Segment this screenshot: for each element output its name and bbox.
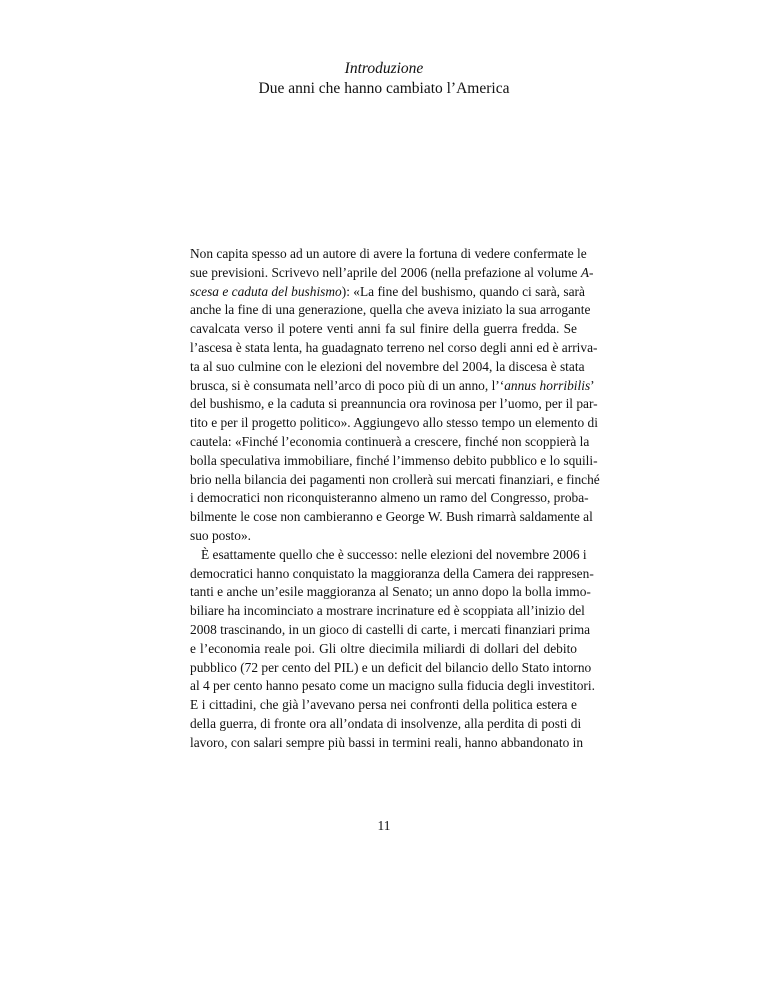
- text-line: È esattamente quello che è successo: nelle elezioni del novembre 2006 i: [201, 546, 587, 562]
- text-line: cautela: «Finché l’economia continuerà a crescere, finché non scoppierà la: [190, 433, 590, 449]
- text-line: tito e per il progetto politico». Aggiungevo allo stesso tempo un elemento di: [190, 415, 598, 431]
- text-line: democratici hanno conquistato la maggioranza della Camera dei rappresen-: [190, 565, 594, 581]
- text-line: l’ascesa è stata lenta, ha guadagnato terreno nel corso degli anni ed è arriva-: [190, 339, 598, 355]
- text-line: tanti e anche un’esile maggioranza al Senato; un anno dopo la bolla immo-: [190, 584, 591, 600]
- text-line: lavoro, con salari sempre più bassi in termini reali, hanno abbandonato in: [190, 734, 584, 750]
- text-line: 2008 trascinando, in un gioco di castelli di carte, i mercati finanziari prima: [190, 621, 591, 637]
- text-line: cavalcata verso il potere venti anni fa sul finire della guerra fredda. Se: [190, 321, 577, 337]
- italic-text: A-: [580, 264, 594, 280]
- text-line: Non capita spesso ad un autore di avere la fortuna di vedere confermate le: [190, 246, 587, 261]
- chapter-title: Due anni che hanno cambiato l’America: [258, 80, 510, 97]
- text-line: i democratici non riconquisteranno almeno un ramo del Congresso, proba-: [190, 490, 589, 506]
- italic-text: annus horribilis: [504, 377, 591, 393]
- text-line: anche la fine di una generazione, quella che aveva iniziato la sua arrogante: [190, 302, 591, 318]
- text-line: suo posto».: [190, 527, 252, 543]
- chapter-label: Introduzione: [344, 60, 424, 77]
- paragraph: [190, 546, 595, 753]
- text-line: pubblico (72 per cento del PIL) e un deficit del bilancio dello Stato intorno: [190, 659, 592, 675]
- text-line: brusca, si è consumata nell’arco di poco più di un anno, l’‘annus horribilis’: [190, 377, 595, 393]
- text-line: bolla speculativa immobiliare, finché l’immenso debito pubblico e lo squili-: [190, 452, 598, 468]
- paragraph: [190, 245, 600, 546]
- text-line: scesa e caduta del bushismo): «La fine del bushismo, quando ci sarà, sarà: [190, 283, 585, 299]
- page-number: 11: [377, 818, 391, 833]
- text-line: ta al suo culmine con le elezioni del novembre del 2004, la discesa è stata: [190, 358, 585, 374]
- text-line: E i cittadini, che già l’avevano persa nei confronti della politica estera e: [190, 697, 577, 713]
- text-line: del bushismo, e la caduta si preannuncia ora rovinosa per l’uomo, per il par-: [190, 396, 598, 412]
- text-line: brio nella bilancia dei pagamenti non crollerà sui mercati finanziari, e finché: [190, 471, 600, 487]
- text-line: e l’economia reale poi. Gli oltre diecimila miliardi di dollari del debito: [190, 640, 577, 656]
- text-line: della guerra, di fronte ora all’ondata di insolvenze, alla perdita di posti di: [190, 715, 582, 731]
- text-line: sue previsioni. Scrivevo nell’aprile del 2006 (nella prefazione al volume A-: [190, 264, 594, 280]
- text-line: bilmente le cose non cambieranno e George W. Bush rimarrà saldamente al: [190, 509, 593, 525]
- text-line: al 4 per cento hanno pesato come un macigno sulla fiducia degli investitori.: [190, 678, 595, 694]
- text-line: biliare ha incominciato a mostrare incrinature ed è scoppiata all’inizio del: [190, 603, 585, 619]
- chapter-header: [0, 59, 768, 99]
- body-text: [190, 245, 600, 753]
- italic-text: scesa e caduta del bushismo: [190, 283, 342, 299]
